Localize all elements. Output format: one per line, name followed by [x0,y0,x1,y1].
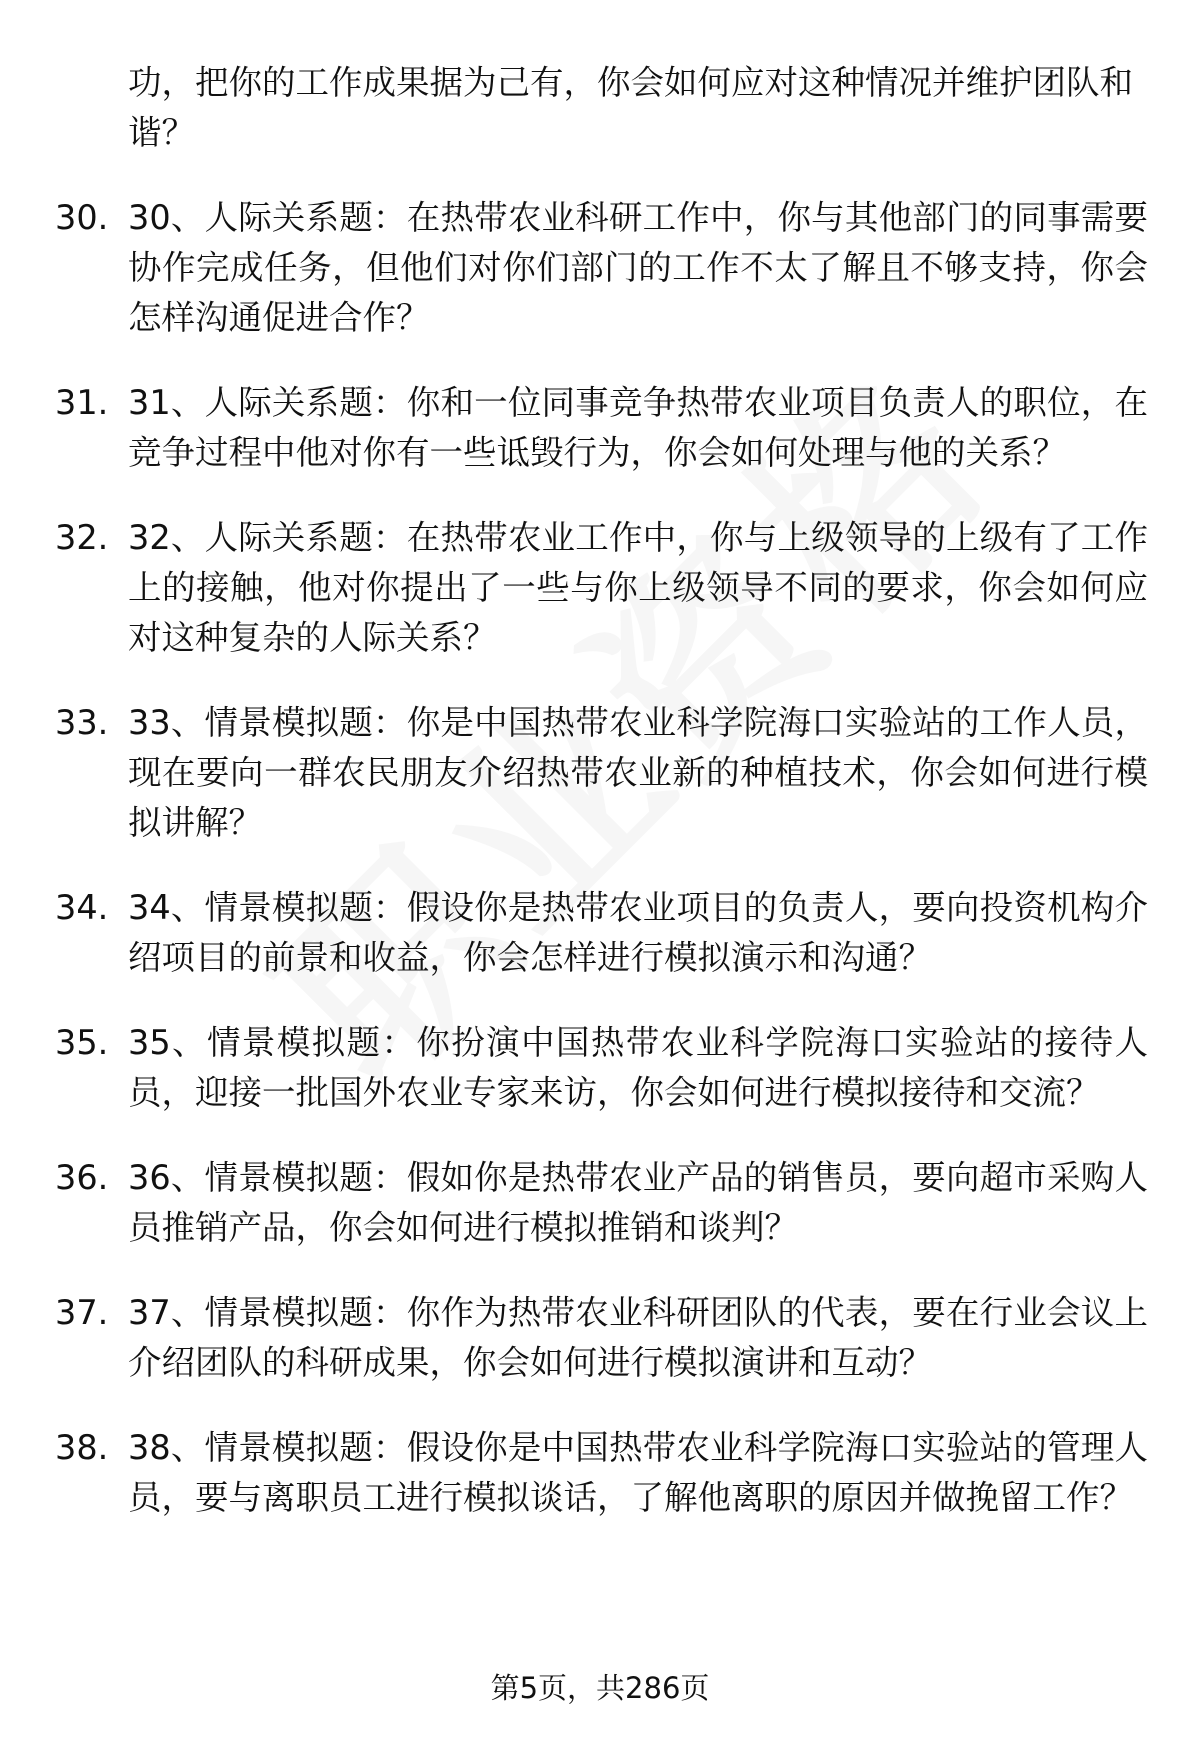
question-item-34 [55,883,1155,983]
question-number: 35. [55,1023,109,1062]
question-item-37 [55,1288,1155,1388]
question-number: 37. [55,1293,109,1332]
question-number: 34. [55,888,109,927]
question-text: 30、人际关系题：在热带农业科研工作中，你与其他部门的同事需要协作完成任务，但他们对你们部门的工作不太了解且不够支持，你会怎样沟通促进合作？ [128,198,1148,337]
page-number-footer: 第5页，共286页 [490,1671,710,1705]
question-item-36 [55,1153,1155,1253]
question-number: 36. [55,1158,109,1197]
question-text: 35、情景模拟题：你扮演中国热带农业科学院海口实验站的接待人员，迎接一批国外农业专家来访，你会如何进行模拟接待和交流？ [128,1023,1148,1112]
question-text: 31、人际关系题：你和一位同事竞争热带农业项目负责人的职位，在竞争过程中他对你有一些诋毁行为，你会如何处理与他的关系？ [128,383,1148,472]
question-list [55,58,1155,1558]
question-text: 33、情景模拟题：你是中国热带农业科学院海口实验站的工作人员，现在要向一群农民朋友介绍热带农业新的种植技术，你会如何进行模拟讲解？ [128,703,1148,842]
question-item-32 [55,513,1155,663]
question-number: 38. [55,1428,109,1467]
question-text: 38、情景模拟题：假设你是中国热带农业科学院海口实验站的管理人员，要与离职员工进行模拟谈话，了解他离职的原因并做挽留工作？ [128,1428,1148,1517]
question-text: 34、情景模拟题：假设你是热带农业项目的负责人，要向投资机构介绍项目的前景和收益，你会怎样进行模拟演示和沟通？ [128,888,1148,977]
question-number: 32. [55,518,109,557]
question-item-31 [55,378,1155,478]
question-number: 30. [55,198,109,237]
question-item-38 [55,1423,1155,1523]
question-item-30 [55,193,1155,343]
question-item-35 [55,1018,1155,1118]
question-number: 33. [55,703,109,742]
question-number: 31. [55,383,109,422]
question-text: 32、人际关系题：在热带农业工作中，你与上级领导的上级有了工作上的接触，他对你提出了一些与你上级领导不同的要求，你会如何应对这种复杂的人际关系？ [128,518,1148,657]
continued-question-text: 功，把你的工作成果据为己有，你会如何应对这种情况并维护团队和谐？ [128,63,1133,152]
question-item-33 [55,698,1155,848]
question-text: 37、情景模拟题：你作为热带农业科研团队的代表，要在行业会议上介绍团队的科研成果，你会如何进行模拟演讲和互动？ [128,1293,1148,1382]
question-text: 36、情景模拟题：假如你是热带农业产品的销售员，要向超市采购人员推销产品，你会如何进行模拟推销和谈判？ [128,1158,1148,1247]
